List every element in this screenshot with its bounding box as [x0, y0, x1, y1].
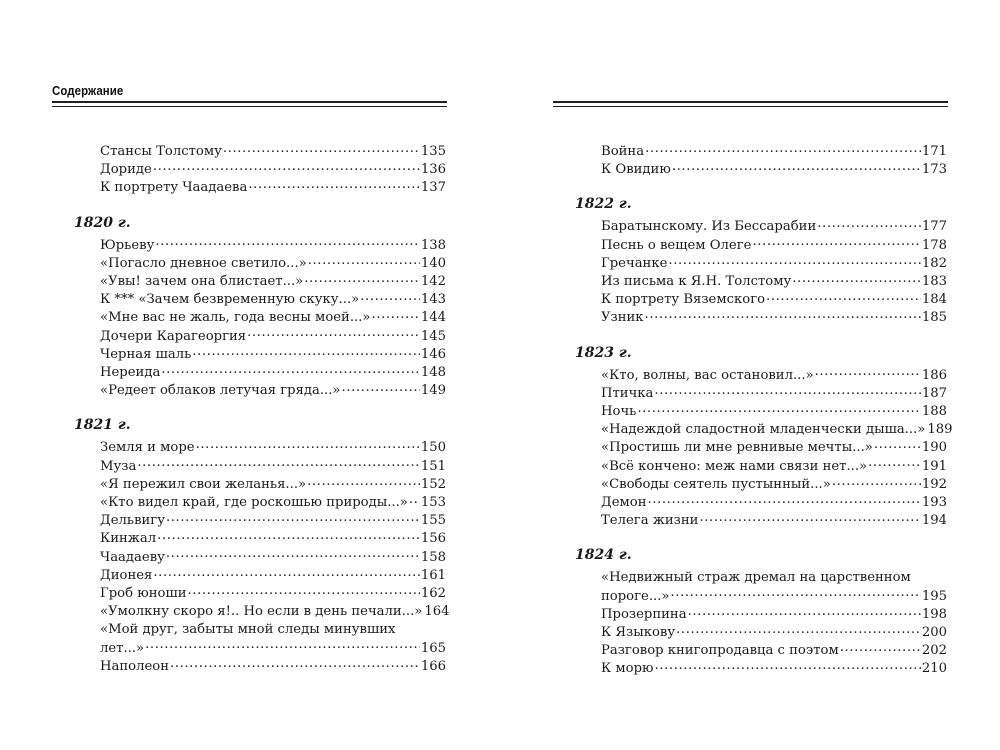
entry-page-number: 145 — [420, 328, 446, 344]
header-rule — [52, 101, 447, 107]
entry-page-number: 152 — [420, 476, 446, 492]
entry-title: Дельвигу — [100, 513, 165, 529]
entry-page-number: 151 — [420, 458, 446, 474]
entry-page-number: 182 — [921, 255, 947, 271]
year-heading: 1821 г. — [74, 417, 131, 434]
dot-leader — [670, 588, 920, 600]
toc-entry[interactable] — [575, 237, 947, 255]
entry-title: К портрету Вяземского — [601, 292, 766, 308]
entry-page-number: 166 — [420, 658, 446, 674]
entry-page-number: 189 — [927, 422, 953, 438]
toc-entry[interactable] — [74, 458, 446, 476]
entry-page-number: 187 — [921, 385, 947, 401]
toc-entry[interactable] — [74, 658, 446, 676]
dot-leader — [840, 642, 921, 654]
entry-title: К морю — [601, 661, 654, 677]
toc-entry[interactable] — [575, 403, 947, 421]
entry-page-number: 173 — [921, 162, 947, 178]
entry-page-number: 149 — [420, 383, 446, 399]
entry-title: Чаадаеву — [100, 549, 165, 565]
dot-leader — [645, 309, 921, 321]
entry-page-number: 161 — [420, 567, 446, 583]
toc-entry[interactable] — [74, 567, 446, 585]
entry-title: Кинжал — [100, 531, 157, 547]
dot-leader — [672, 161, 921, 173]
dot-leader — [137, 458, 420, 470]
entry-page-number: 210 — [921, 661, 947, 677]
entry-page-number: 188 — [921, 404, 947, 420]
dot-leader — [247, 328, 420, 340]
toc-entry[interactable] — [74, 530, 446, 548]
dot-leader — [637, 403, 920, 415]
dot-leader — [817, 218, 921, 230]
dot-leader — [699, 512, 920, 524]
entry-title: К Языкову — [601, 625, 676, 641]
running-head: Содержание — [52, 83, 124, 98]
toc-entry-first-line — [74, 621, 446, 639]
entry-page-number: 165 — [420, 640, 446, 656]
entry-page-number: 144 — [420, 310, 446, 326]
entry-title: Наполеон — [100, 658, 170, 674]
entry-page-number: 186 — [921, 367, 947, 383]
toc-entry[interactable] — [575, 458, 947, 476]
dot-leader — [832, 476, 921, 488]
toc-entry[interactable] — [74, 161, 446, 179]
toc-entry[interactable] — [74, 640, 446, 658]
toc-entry[interactable] — [575, 161, 947, 179]
entry-title: Гречанке — [601, 255, 668, 271]
dot-leader — [648, 494, 921, 506]
toc-entry[interactable] — [74, 439, 446, 457]
toc-entry[interactable] — [575, 512, 947, 530]
year-heading: 1820 г. — [74, 214, 131, 231]
toc-entry[interactable] — [74, 255, 446, 273]
entry-title: Демон — [601, 495, 647, 511]
toc-entry[interactable] — [74, 476, 446, 494]
dot-leader — [676, 624, 921, 636]
dot-leader — [655, 660, 921, 672]
toc-entry[interactable] — [74, 237, 446, 255]
toc-entry[interactable] — [575, 143, 947, 161]
entry-page-number: 202 — [921, 643, 947, 659]
entry-title: К портрету Чаадаева — [100, 180, 248, 196]
entry-page-number: 184 — [921, 292, 947, 308]
entry-page-number: 192 — [921, 476, 947, 492]
toc-entry[interactable] — [575, 624, 947, 642]
entry-page-number: 135 — [420, 144, 446, 159]
toc-entry[interactable] — [575, 385, 947, 403]
toc-entry-first-line — [575, 569, 947, 587]
entry-title: Баратынскому. Из Бессарабии — [601, 219, 817, 235]
dot-leader — [654, 385, 920, 397]
toc-entry[interactable] — [74, 549, 446, 567]
dot-leader — [166, 512, 420, 524]
dot-leader — [188, 585, 420, 597]
dot-leader — [766, 291, 921, 303]
entry-page-number: 178 — [921, 237, 947, 253]
toc-entry[interactable] — [74, 603, 450, 621]
entry-title: Узник — [601, 310, 644, 326]
dot-leader — [248, 179, 419, 191]
toc-entry[interactable] — [74, 273, 446, 291]
entry-page-number: 193 — [921, 495, 947, 511]
dot-leader — [868, 458, 921, 470]
entry-page-number: 191 — [921, 458, 947, 474]
entry-page-number: 162 — [420, 586, 446, 602]
entry-title: «Кто, волны, вас остановил...» — [601, 367, 814, 383]
dot-leader — [815, 367, 921, 379]
entry-title: «Мне вас не жаль, года весны моей...» — [100, 310, 371, 326]
dot-leader — [307, 476, 420, 488]
entry-title: «Редеет облаков летучая гряда...» — [100, 383, 341, 399]
toc-entry[interactable] — [575, 273, 947, 291]
toc-entry[interactable] — [575, 218, 947, 236]
toc-entry[interactable] — [575, 494, 947, 512]
dot-leader — [166, 549, 420, 561]
year-heading: 1822 г. — [575, 196, 632, 213]
entry-page-number: 146 — [420, 346, 446, 362]
entry-page-number: 137 — [420, 180, 446, 196]
dot-leader — [157, 530, 420, 542]
dot-leader — [342, 382, 420, 394]
entry-title: «Кто видел край, где роскошью природы...» — [100, 495, 408, 511]
entry-title: «Я пережил свои желанья...» — [100, 476, 307, 492]
toc-entry[interactable] — [74, 179, 446, 197]
entry-page-number: 194 — [921, 513, 947, 529]
entry-title: «Увы! зачем она блистает...» — [100, 274, 304, 290]
entry-page-number: 185 — [921, 310, 947, 326]
dot-leader — [196, 439, 420, 451]
entry-title: Юрьеву — [100, 237, 155, 253]
entry-title: Дориде — [100, 162, 152, 178]
toc-right — [575, 143, 953, 679]
toc-entry[interactable] — [74, 309, 446, 327]
toc-entry[interactable] — [575, 255, 947, 273]
entry-page-number: 150 — [420, 440, 446, 456]
entry-page-number: 138 — [420, 237, 446, 253]
entry-page-number: 148 — [420, 365, 446, 381]
dot-leader — [645, 143, 921, 155]
toc-entry[interactable] — [74, 512, 446, 530]
entry-title: Ночь — [601, 404, 637, 420]
toc-entry[interactable] — [74, 291, 446, 309]
entry-page-number: 153 — [420, 495, 446, 511]
year-heading: 1824 г. — [575, 547, 632, 564]
entry-title: Песнь о вещем Олеге — [601, 237, 752, 253]
entry-title: Из письма к Я.Н. Толстому — [601, 274, 792, 290]
entry-title: Птичка — [601, 385, 654, 401]
toc-entry[interactable] — [575, 367, 947, 385]
entry-page-number: 190 — [921, 440, 947, 456]
entry-title: Дионея — [100, 567, 153, 583]
dot-leader — [223, 143, 420, 155]
entry-page-number: 164 — [424, 604, 450, 620]
toc-entry[interactable] — [74, 328, 446, 346]
toc-entry[interactable] — [575, 588, 947, 606]
entry-title: К *** «Зачем безвременную скуку...» — [100, 292, 360, 308]
toc-left — [74, 143, 450, 676]
dot-leader — [688, 606, 921, 618]
dot-leader — [874, 439, 921, 451]
entry-title: «Надеждой сладостной младенчески дыша...» — [601, 422, 926, 438]
entry-page-number: 195 — [921, 588, 947, 604]
entry-page-number: 200 — [921, 625, 947, 641]
entry-title: Гроб юноши — [100, 586, 187, 602]
entry-title: Земля и море — [100, 440, 195, 456]
header-rule — [553, 101, 948, 107]
toc-entry[interactable] — [575, 309, 947, 327]
toc-entry[interactable] — [575, 439, 947, 457]
entry-title: Стансы Толстому — [100, 144, 222, 159]
dot-leader — [170, 658, 420, 670]
toc-entry[interactable] — [74, 382, 446, 400]
entry-title: пороге...» — [601, 588, 670, 604]
dot-leader — [308, 255, 420, 267]
entry-page-number: 140 — [420, 255, 446, 271]
year-heading: 1823 г. — [575, 344, 632, 361]
entry-page-number: 198 — [921, 606, 947, 622]
entry-page-number: 177 — [921, 219, 947, 235]
dot-leader — [752, 237, 920, 249]
entry-title: «Всё кончено: меж нами связи нет...» — [601, 458, 868, 474]
entry-page-number: 142 — [420, 274, 446, 290]
toc-entry[interactable] — [74, 346, 446, 364]
entry-title-line1: «Мой друг, забыты мной следы минувших — [100, 622, 396, 638]
toc-entry[interactable] — [575, 291, 947, 309]
dot-leader — [372, 309, 420, 321]
entry-title: Телега жизни — [601, 513, 699, 529]
entry-page-number: 155 — [420, 513, 446, 529]
entry-title: Нереида — [100, 365, 161, 381]
entry-title: Черная шаль — [100, 346, 192, 362]
entry-title-line1: «Недвижный страж дремал на царственном — [601, 570, 911, 586]
dot-leader — [153, 567, 419, 579]
entry-page-number: 156 — [420, 531, 446, 547]
dot-leader — [161, 364, 420, 376]
toc-entry[interactable] — [575, 421, 953, 439]
entry-page-number: 183 — [921, 274, 947, 290]
entry-title: Война — [601, 144, 645, 159]
entry-title: «Погасло дневное светило...» — [100, 255, 307, 271]
entry-title: Дочери Карагеоргия — [100, 328, 247, 344]
toc-entry[interactable] — [575, 476, 947, 494]
entry-page-number: 136 — [420, 162, 446, 178]
entry-page-number: 143 — [420, 292, 446, 308]
toc-entry[interactable] — [74, 143, 446, 161]
dot-leader — [360, 291, 420, 303]
toc-entry[interactable] — [575, 660, 947, 678]
entry-title: «Свободы сеятель пустынный...» — [601, 476, 831, 492]
dot-leader — [409, 494, 420, 506]
dot-leader — [792, 273, 921, 285]
dot-leader — [192, 346, 420, 358]
right-page — [500, 0, 1000, 750]
entry-title: «Умолкну скоро я!.. Но если в день печали...» — [100, 604, 423, 620]
entry-title: Муза — [100, 458, 137, 474]
entry-title: «Простишь ли мне ревнивые мечты...» — [601, 440, 873, 456]
dot-leader — [668, 255, 920, 267]
entry-title: К Овидию — [601, 162, 671, 178]
entry-title: лет...» — [100, 640, 145, 656]
entry-title: Прозерпина — [601, 606, 687, 622]
toc-entry[interactable] — [74, 585, 446, 603]
toc-entry[interactable] — [575, 642, 947, 660]
entry-page-number: 171 — [921, 144, 947, 159]
dot-leader — [153, 161, 420, 173]
toc-entry[interactable] — [575, 606, 947, 624]
dot-leader — [304, 273, 420, 285]
toc-entry[interactable] — [74, 364, 446, 382]
entry-title: Разговор книгопродавца с поэтом — [601, 643, 839, 659]
entry-page-number: 158 — [420, 549, 446, 565]
toc-entry[interactable] — [74, 494, 446, 512]
dot-leader — [145, 640, 420, 652]
dot-leader — [155, 237, 419, 249]
